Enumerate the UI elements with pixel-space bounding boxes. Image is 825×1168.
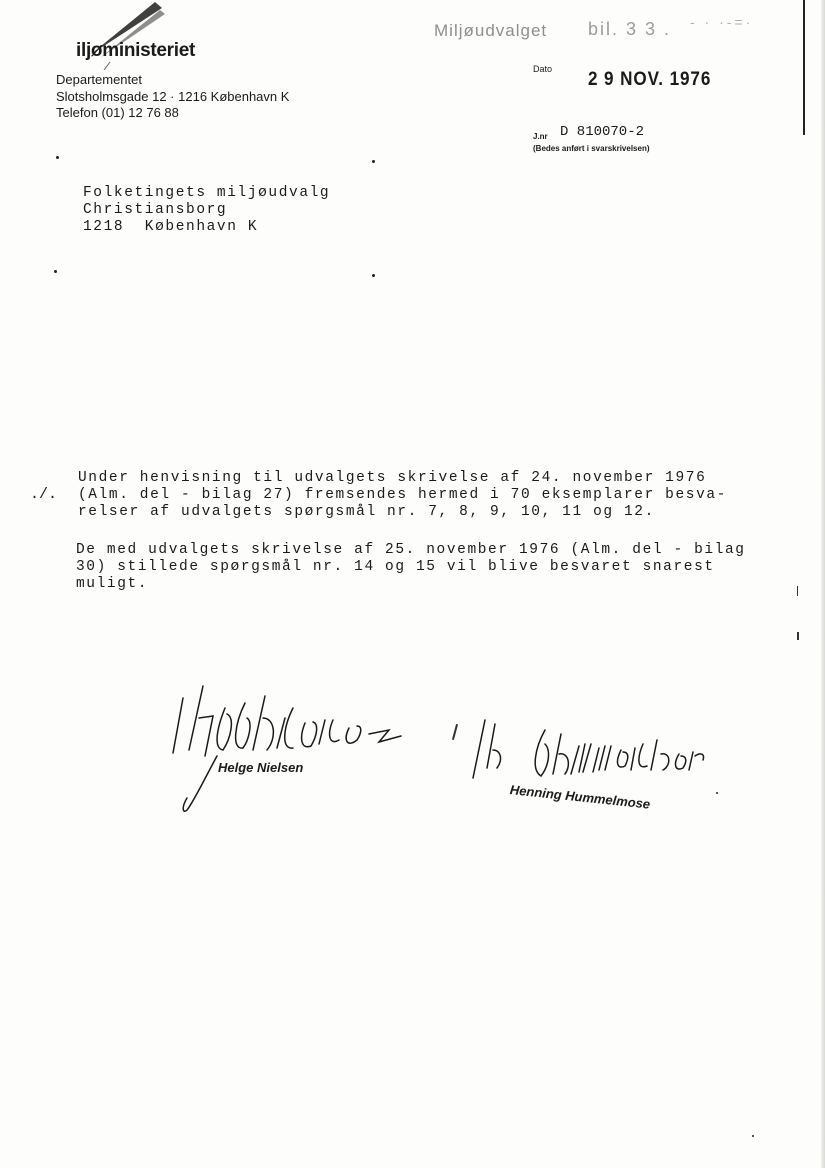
letter-date: 2 9 NOV. 1976 (588, 69, 712, 90)
address-window-mark (54, 270, 57, 273)
bilag-stamp: bil. 3 3 . (588, 19, 672, 39)
address-window-mark (372, 274, 375, 277)
signatory-name: Helge Nielsen (218, 760, 304, 775)
margin-mark (797, 586, 798, 596)
recipient-block (83, 185, 330, 236)
date-label: Dato (533, 64, 553, 74)
margin-mark (797, 632, 799, 640)
signature-henning-hummelmose (465, 710, 715, 800)
stamp-marks: - · ·-=· (690, 14, 754, 30)
body-paragraph: Under henvisning til udvalgets skrivelse af 24. november 1976 (Alm. del - bilag 27) fremsendes hermed i 70 eksemplarer besva- relser af udvalgets spørgsmål nr. 7, 8, 9, 10, 11 og 12. (78, 470, 727, 520)
pen-mark (452, 724, 458, 740)
reference-number: D 810070-2 (560, 124, 645, 140)
page-edge-line (803, 0, 805, 135)
ministry-phone: Telefon (01) 12 76 88 (56, 105, 179, 120)
stray-dot (716, 792, 718, 794)
recipient-line: Folketingets miljøudvalg (83, 185, 331, 201)
ministry-name: iljøministeriet (76, 40, 196, 61)
recipient-line: Christiansborg (83, 202, 228, 218)
department-name: Departementet (56, 72, 142, 87)
reference-note: (Bedes anført i svarskrivelsen) (533, 144, 650, 153)
signature-helge-nielsen (165, 678, 425, 818)
recipient-line: 1218 København K (83, 219, 259, 235)
ministry-address: Slotsholmsgade 12 · 1216 København K (56, 89, 290, 104)
address-window-mark (56, 156, 59, 159)
reference-label: J.nr (533, 132, 548, 141)
body-paragraph: De med udvalgets skrivelse af 25. november 1976 (Alm. del - bilag 30) stillede spørgsmål nr. 14 og 15 vil blive besvaret snarest muligt. (76, 542, 746, 592)
signatory-name: Henning Hummelmose (509, 782, 651, 812)
committee-stamp: Miljøudvalget (434, 21, 548, 40)
address-window-mark (372, 160, 375, 163)
enclosure-mark: ./. (30, 486, 58, 503)
page-edge (821, 0, 825, 1168)
stray-dot (752, 1135, 754, 1137)
